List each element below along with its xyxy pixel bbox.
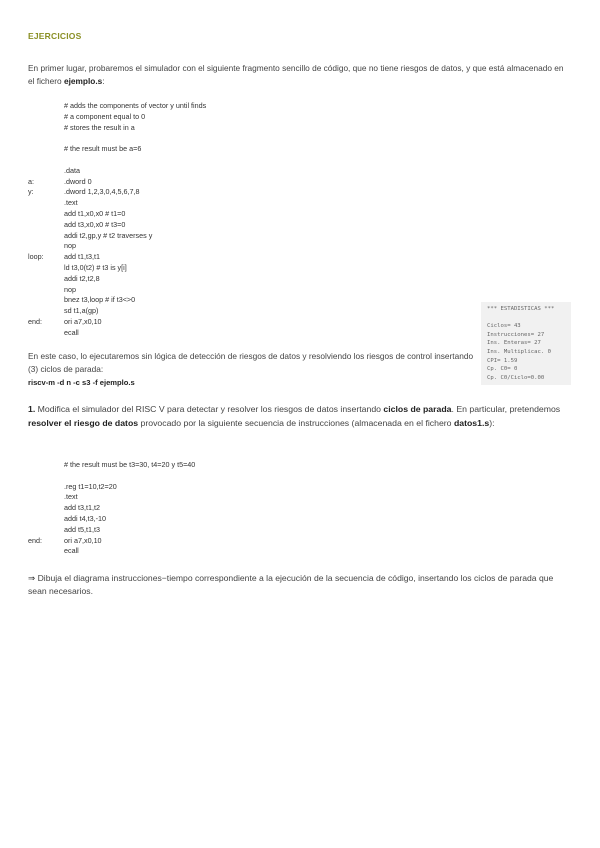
command-line: riscv-m -d n -c s3 -f ejemplo.s — [28, 378, 135, 387]
code-line: addi t4,t3,-10 — [64, 514, 106, 523]
intro-paragraph — [28, 62, 568, 88]
intro-text: En primer lugar, probaremos el simulador con el siguiente fragmento sencillo de código, que no tiene riesgos de datos, y que está almacenado en el fichero — [28, 63, 564, 86]
code-line: ori a7,x0,10 — [64, 317, 102, 326]
code-line: .reg t1=10,t2=20 — [64, 481, 117, 491]
exercise-text-3: provocado por la siguiente secuencia de instrucciones (almacenada en el fichero — [138, 418, 454, 428]
code-line: ld t3,0(t2) # t3 is y[i] — [64, 263, 127, 272]
code-label: loop: — [28, 252, 44, 262]
code-line: ecall — [64, 546, 79, 556]
exercise-bold-1: ciclos de parada — [383, 404, 452, 414]
code-line: add t5,t1,t3 — [64, 524, 100, 534]
code-line: nop — [64, 241, 76, 251]
code-line: addi t2,gp,y # t2 traverses y — [64, 230, 153, 240]
code-line: add t1,x0,x0 # t1=0 — [64, 209, 126, 218]
final-instruction — [28, 572, 573, 598]
code-line: sd t1,a(gp) — [64, 306, 99, 316]
exercise-number: 1. — [28, 404, 36, 414]
para-no-hazard-detection: En este caso, lo ejecutaremos sin lógica de detección de riesgos de datos y resolviendo los riesgos de control insertando (3) ciclos de parada: — [28, 351, 474, 374]
exercise-text-1: Modifica el simulador del RISC V para detectar y resolver los riesgos de datos insertando — [35, 404, 384, 414]
exercise-text-2: . En particular, pretendemos — [451, 404, 561, 414]
code-line: .data — [64, 165, 80, 175]
exercise-bold-2: resolver el riesgo de datos — [28, 418, 139, 428]
exercise-bold-3: datos1.s — [453, 418, 490, 428]
code-line: .text — [64, 198, 78, 208]
stats-line: CPI= 1.59 — [487, 357, 518, 364]
stats-line: Ciclos= 43 — [487, 323, 521, 330]
section-heading: EJERCICIOS — [28, 31, 82, 41]
code-line: add t3,t1,t2 — [64, 503, 100, 513]
code-block-ejemplo — [28, 101, 468, 341]
stats-line: *** ESTADISTICAS *** — [487, 306, 555, 312]
code-line: nop — [64, 284, 76, 294]
statistics-panel — [481, 302, 571, 385]
code-line: .text — [64, 492, 78, 502]
code-line: addi t2,t2,8 — [64, 273, 100, 283]
stats-line: Cp. C0= 0 — [487, 366, 518, 373]
stats-line: Instrucciones= 27 — [487, 331, 545, 338]
code-label: end: — [28, 317, 42, 326]
code-line: ecall — [64, 327, 79, 337]
code-label: a: — [28, 176, 34, 186]
stats-line: Ins. Enteras= 27 — [487, 340, 541, 347]
stats-line: Cp. C0/Ciclo=0.00 — [487, 374, 545, 381]
intro-filename: ejemplo.s — [63, 76, 103, 86]
intro-end: : — [102, 76, 105, 86]
code-label: end: — [28, 535, 42, 545]
exercise-1-paragraph — [28, 402, 573, 430]
stats-line — [481, 314, 571, 323]
code-comment: # stores the result in a — [64, 122, 135, 132]
code-block-datos1 — [28, 460, 468, 560]
code-line: add t3,x0,x0 # t3=0 — [64, 219, 126, 229]
exercise-text-4: ): — [489, 418, 495, 428]
code-line: ori a7,x0,10 — [64, 535, 102, 545]
code-line: add t1,t3,t1 — [64, 252, 100, 262]
code-comment: # a component equal to 0 — [64, 111, 146, 121]
code-line: bnez t3,loop # if t3<>0 — [64, 295, 136, 305]
code-comment: # the result must be t3=30, t4=20 y t5=40 — [64, 460, 196, 469]
stats-line: Ins. Multiplicac. 0 — [487, 348, 551, 355]
arrow-icon: ⇒ — [28, 573, 36, 583]
code-comment: # adds the components of vector y until finds — [64, 101, 207, 110]
final-text: Dibuja el diagrama instrucciones−tiempo correspondiente a la ejecución de la secuencia de código, insertando los ciclos de parada que sean necesarios. — [28, 573, 554, 596]
code-line: .dword 0 — [64, 176, 92, 186]
code-line: .dword 1,2,3,0,4,5,6,7,8 — [64, 187, 140, 197]
code-label: y: — [28, 187, 34, 197]
code-comment: # the result must be a=6 — [64, 144, 142, 154]
